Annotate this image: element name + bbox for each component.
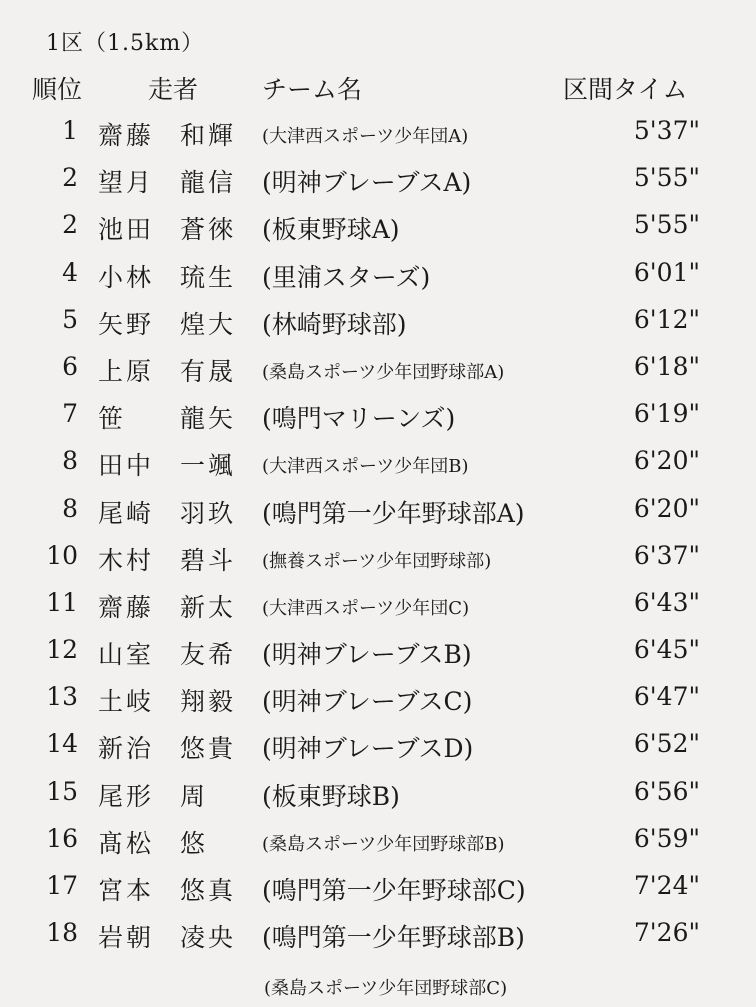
team-name: (明神ブレーブスB) <box>262 640 472 670</box>
header-rank: 順位 <box>32 75 83 104</box>
runner-given-name: 周 <box>180 781 209 811</box>
rank-cell: 2 <box>62 210 78 240</box>
split-time: 6'47" <box>633 682 700 712</box>
runner-surname: 笹 <box>98 404 127 434</box>
rank-cell: 14 <box>46 729 78 759</box>
table-row <box>0 580 756 627</box>
split-time: 6'18" <box>633 351 700 381</box>
rank-cell: 16 <box>46 823 78 853</box>
runner-surname: 望月 <box>98 168 155 198</box>
header-team: チーム名 <box>262 75 363 104</box>
team-name: (桑島スポーツ少年団野球部A) <box>262 361 505 383</box>
team-name: (大津西スポーツ少年団A) <box>262 126 469 147</box>
runner-surname: 木村 <box>98 545 155 575</box>
results-table <box>0 108 756 957</box>
rank-cell: 17 <box>46 871 78 900</box>
split-time: 6'45" <box>633 635 700 665</box>
table-row <box>0 674 756 721</box>
runner-given-name: 碧斗 <box>180 545 237 575</box>
team-name: (板東野球B) <box>262 781 400 811</box>
runner-surname: 矢野 <box>98 309 155 339</box>
split-time: 7'24" <box>633 871 700 900</box>
runner-given-name: 悠貴 <box>180 734 237 764</box>
split-time: 6'20" <box>633 493 700 523</box>
runner-given-name: 琉生 <box>180 262 237 292</box>
runner-given-name: 有晟 <box>180 356 237 386</box>
runner-given-name: 一颯 <box>180 451 237 481</box>
split-time: 6'43" <box>633 587 700 617</box>
rank-cell: 1 <box>62 116 78 145</box>
rank-cell: 2 <box>62 163 78 193</box>
team-name: (里浦スターズ) <box>262 262 431 292</box>
team-name: (大津西スポーツ少年団B) <box>262 456 469 478</box>
team-name: (明神ブレーブスA) <box>262 168 472 198</box>
split-time: 6'56" <box>633 776 700 806</box>
table-row <box>0 155 756 202</box>
extra-team-name: (桑島スポーツ少年団野球部C) <box>264 978 508 999</box>
header-runner: 走者 <box>148 75 199 104</box>
runner-surname: 小林 <box>98 262 155 292</box>
runner-surname: 新治 <box>98 734 155 764</box>
table-row <box>0 108 756 155</box>
table-row <box>0 910 756 957</box>
table-row <box>0 391 756 438</box>
split-time: 6'52" <box>633 729 700 759</box>
runner-surname: 齋藤 <box>98 592 155 622</box>
table-row <box>0 533 756 580</box>
table-row <box>0 486 756 533</box>
team-name: (鳴門第一少年野球部A) <box>262 498 525 528</box>
rank-cell: 4 <box>62 257 78 287</box>
team-name: (大津西スポーツ少年団C) <box>262 597 470 619</box>
team-name: (明神ブレーブスC) <box>262 687 473 717</box>
rank-cell: 6 <box>62 351 78 381</box>
rank-cell: 12 <box>46 635 78 665</box>
team-name: (撫養スポーツ少年団野球部) <box>262 550 492 572</box>
table-row <box>0 769 756 816</box>
split-time: 6'19" <box>633 399 700 429</box>
team-name: (板東野球A) <box>262 215 400 245</box>
split-time: 6'20" <box>633 446 700 476</box>
runner-given-name: 龍矢 <box>180 404 237 434</box>
runner-given-name: 友希 <box>180 640 237 670</box>
split-time: 6'12" <box>633 304 700 334</box>
table-row <box>0 202 756 249</box>
runner-surname: 齋藤 <box>98 121 155 150</box>
runner-given-name: 和輝 <box>180 121 237 150</box>
runner-given-name: 龍信 <box>180 168 237 198</box>
split-time: 6'01" <box>633 257 700 287</box>
table-row <box>0 627 756 674</box>
split-time: 5'55" <box>633 210 700 240</box>
rank-cell: 10 <box>46 540 78 570</box>
runner-given-name: 蒼徠 <box>180 215 237 245</box>
split-time: 5'55" <box>633 163 700 193</box>
table-row <box>0 344 756 391</box>
team-name: (林崎野球部) <box>262 309 407 339</box>
split-time: 5'37" <box>633 116 700 145</box>
table-row <box>0 721 756 768</box>
runner-surname: 尾形 <box>98 781 155 811</box>
runner-surname: 山室 <box>98 640 155 670</box>
runner-surname: 岩朝 <box>98 923 155 953</box>
table-header <box>0 70 756 104</box>
rank-cell: 13 <box>46 682 78 712</box>
runner-surname: 池田 <box>98 215 155 245</box>
split-time: 6'59" <box>633 823 700 853</box>
table-row <box>0 816 756 863</box>
runner-surname: 尾崎 <box>98 498 155 528</box>
runner-given-name: 翔毅 <box>180 687 237 717</box>
rank-cell: 15 <box>46 776 78 806</box>
runner-given-name: 羽玖 <box>180 498 237 528</box>
runner-given-name: 悠真 <box>180 876 237 905</box>
runner-given-name: 凌央 <box>180 923 237 953</box>
section-title: 1区（1.5km） <box>46 31 205 56</box>
runner-surname: 上原 <box>98 356 155 386</box>
table-row <box>0 297 756 344</box>
runner-surname: 土岐 <box>98 687 155 717</box>
rank-cell: 7 <box>62 399 78 429</box>
table-row <box>0 438 756 485</box>
table-row <box>0 250 756 297</box>
split-time: 6'37" <box>633 540 700 570</box>
runner-surname: 宮本 <box>98 876 155 905</box>
team-name: (鳴門第一少年野球部C) <box>262 876 526 905</box>
runner-given-name: 新太 <box>180 592 237 622</box>
header-time: 区間タイム <box>563 75 688 104</box>
rank-cell: 8 <box>62 446 78 476</box>
team-name: (鳴門マリーンズ) <box>262 404 456 434</box>
rank-cell: 18 <box>46 918 78 948</box>
rank-cell: 8 <box>62 493 78 523</box>
table-row <box>0 863 756 910</box>
team-name: (明神ブレーブスD) <box>262 734 474 764</box>
team-name: (鳴門第一少年野球部B) <box>262 923 525 953</box>
runner-surname: 田中 <box>98 451 155 481</box>
runner-given-name: 煌大 <box>180 309 237 339</box>
team-name: (桑島スポーツ少年団野球部B) <box>262 833 505 855</box>
rank-cell: 5 <box>62 304 78 334</box>
runner-given-name: 悠 <box>180 828 209 858</box>
runner-surname: 髙松 <box>98 828 155 858</box>
split-time: 7'26" <box>633 918 700 948</box>
rank-cell: 11 <box>46 587 78 617</box>
